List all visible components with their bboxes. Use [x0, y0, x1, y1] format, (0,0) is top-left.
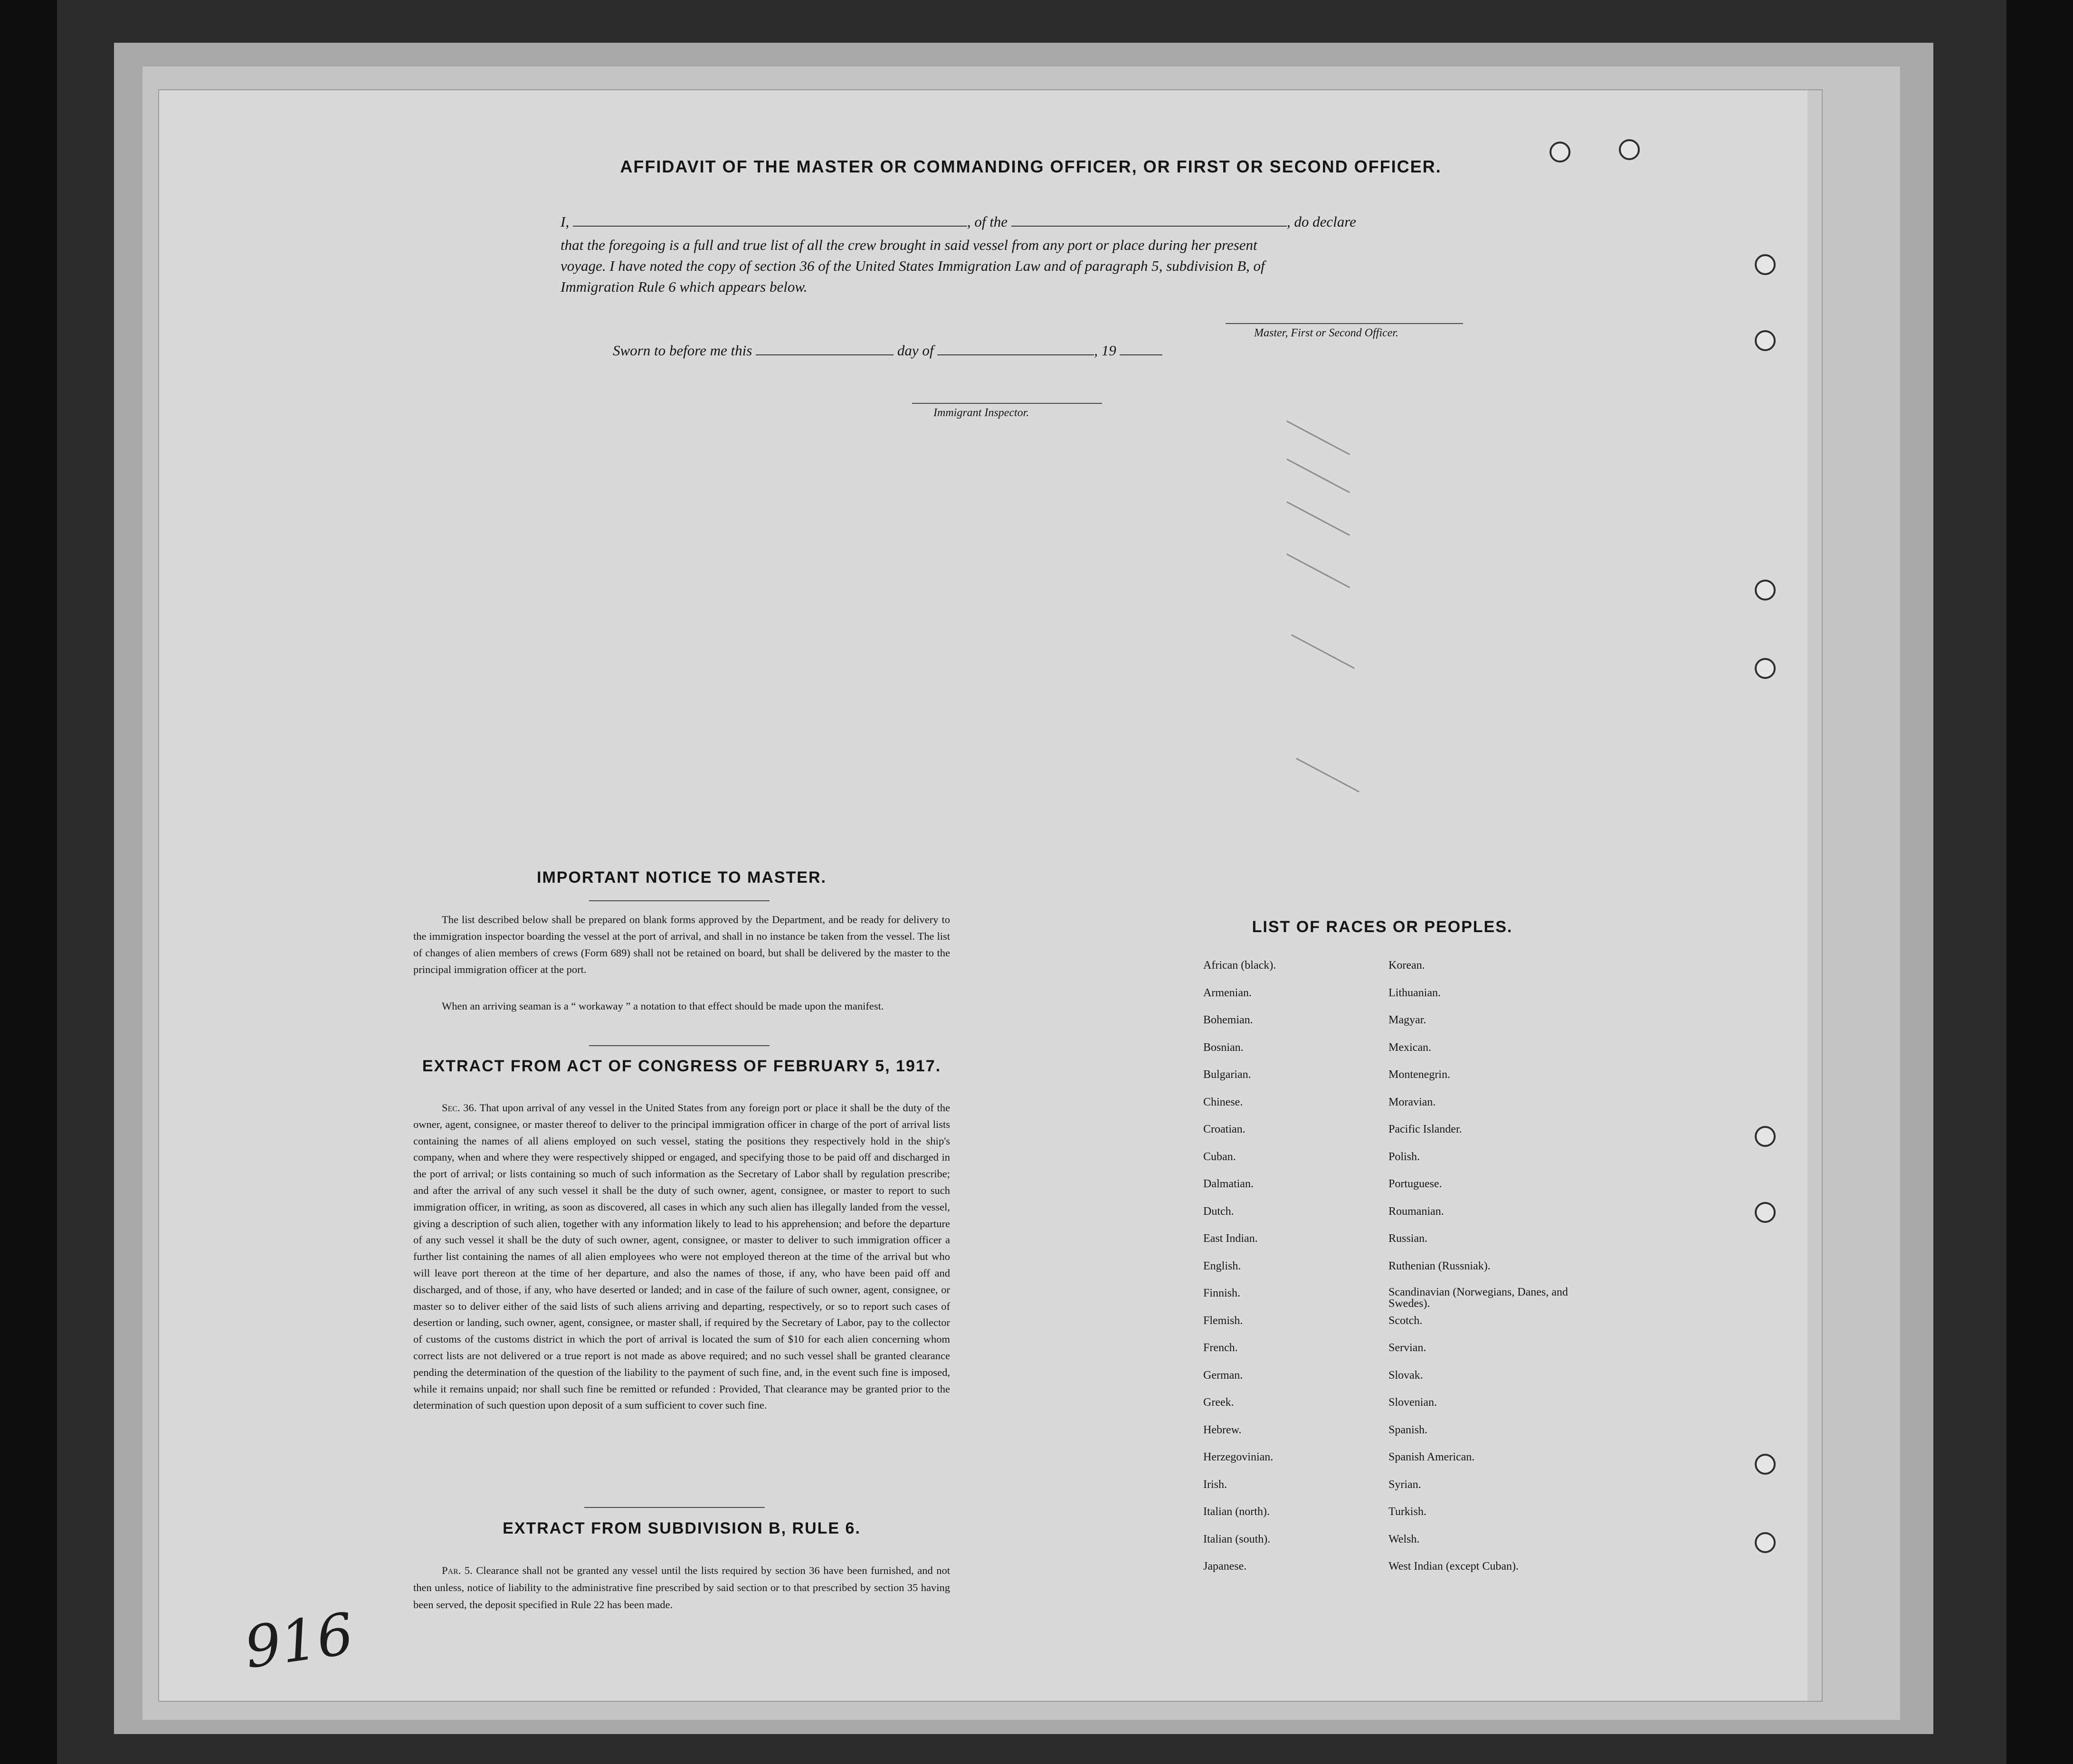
- affidavit-text-line: that the foregoing is a full and true list of all the crew brought in said vessel from any port or place during her present: [561, 237, 1257, 253]
- race-item: Spanish.: [1388, 1423, 1428, 1436]
- rule-extract-heading: EXTRACT FROM SUBDIVISION B, RULE 6.: [503, 1519, 861, 1537]
- races-list-right: [1388, 959, 1588, 1587]
- paragraph-label: Par. 5.: [442, 1564, 473, 1576]
- inspector-caption: Immigrant Inspector.: [933, 407, 1029, 419]
- race-item: Korean.: [1388, 959, 1425, 972]
- act-extract-heading: EXTRACT FROM ACT OF CONGRESS OF FEBRUARY 5, 1917.: [422, 1057, 941, 1075]
- race-item: Hebrew.: [1203, 1423, 1242, 1436]
- races-list-title: LIST OF RACES OR PEOPLES.: [1252, 918, 1513, 936]
- binder-hole-icon: [1755, 1454, 1776, 1475]
- divider: [589, 1045, 770, 1046]
- race-item: Bosnian.: [1203, 1041, 1244, 1054]
- race-item: Italian (south).: [1203, 1533, 1271, 1545]
- race-item: Dalmatian.: [1203, 1178, 1254, 1190]
- race-item: French.: [1203, 1342, 1238, 1354]
- race-item: East Indian.: [1203, 1232, 1258, 1245]
- affidavit-text-line: voyage. I have noted the copy of section 36 of the United States Immigration Law and of paragraph 5, subdivision B, of: [561, 257, 1265, 274]
- race-item: Slovak.: [1388, 1369, 1423, 1382]
- affidavit-declaration-line: [561, 211, 1463, 232]
- race-item: Dutch.: [1203, 1205, 1234, 1218]
- race-item: Mexican.: [1388, 1041, 1431, 1054]
- rule-extract-text: [413, 1562, 950, 1613]
- sworn-day-of: day of: [897, 342, 934, 359]
- binder-hole-icon: [1755, 658, 1776, 679]
- sworn-date-blank: [756, 342, 894, 355]
- race-item: Moravian.: [1388, 1096, 1436, 1108]
- race-item: Scotch.: [1388, 1314, 1423, 1327]
- race-item: Cuban.: [1203, 1150, 1236, 1163]
- race-item: Italian (north).: [1203, 1506, 1270, 1518]
- binder-hole-icon: [1755, 1126, 1776, 1147]
- race-item: Croatian.: [1203, 1123, 1246, 1135]
- race-item: Roumanian.: [1388, 1205, 1444, 1218]
- notice-para-text: The list described below shall be prepared on blank forms approved by the Department, and be ready for delivery to the immigration inspector boarding the vessel at the port of arrival, and shall in no instance be taken from the vessel. The list of changes of alien members of crews (Form 689) shall not be retained on board, but shall be delivered by the master to the principal immigration officer at the port.: [413, 914, 950, 975]
- binder-hole-icon: [1755, 1532, 1776, 1553]
- notice-para-text: When an arriving seaman is a “ workaway ” a notation to that effect should be made upon the manifest.: [442, 1000, 884, 1012]
- race-item: Montenegrin.: [1388, 1068, 1450, 1081]
- affidavit-of-the: , of the: [967, 213, 1008, 230]
- race-item: Lithuanian.: [1388, 986, 1441, 999]
- divider: [584, 1507, 765, 1508]
- sworn-line: [613, 342, 1162, 359]
- race-item: Turkish.: [1388, 1506, 1426, 1518]
- race-item: Flemish.: [1203, 1314, 1243, 1327]
- race-item: African (black).: [1203, 959, 1276, 972]
- race-item: Russian.: [1388, 1232, 1428, 1245]
- affidavit-title: AFFIDAVIT OF THE MASTER OR COMMANDING OFFICER, OR FIRST OR SECOND OFFICER.: [620, 157, 1442, 176]
- race-item: Servian.: [1388, 1342, 1426, 1354]
- race-item: Herzegovinian.: [1203, 1451, 1274, 1463]
- inspector-signature-line: [912, 403, 1102, 404]
- sworn-prefix: Sworn to before me this: [613, 342, 752, 359]
- race-item: Welsh.: [1388, 1533, 1420, 1545]
- name-blank: [573, 213, 967, 227]
- section-label: Sec. 36.: [442, 1102, 477, 1114]
- race-item: Slovenian.: [1388, 1396, 1437, 1409]
- race-item: Syrian.: [1388, 1478, 1421, 1491]
- race-item: Irish.: [1203, 1478, 1227, 1491]
- affidavit-text-line: Immigration Rule 6 which appears below.: [561, 278, 808, 295]
- race-item: Magyar.: [1388, 1014, 1426, 1026]
- divider: [589, 900, 770, 901]
- race-item: German.: [1203, 1369, 1243, 1382]
- affidavit-do-declare: , do declare: [1286, 213, 1356, 230]
- races-list-left: [1203, 959, 1360, 1587]
- race-item: English.: [1203, 1259, 1241, 1272]
- sworn-month-blank: [937, 342, 1094, 355]
- race-item: Polish.: [1388, 1150, 1420, 1163]
- notice-paragraph: [413, 998, 950, 1014]
- race-item: Portuguese.: [1388, 1178, 1442, 1190]
- race-item: Greek.: [1203, 1396, 1234, 1409]
- master-caption: Master, First or Second Officer.: [1254, 327, 1398, 339]
- binder-hole-icon: [1755, 330, 1776, 351]
- race-item: Bohemian.: [1203, 1014, 1253, 1026]
- vessel-blank: [1011, 213, 1287, 227]
- race-item: Japanese.: [1203, 1560, 1247, 1573]
- binder-hole-icon: [1755, 1202, 1776, 1223]
- master-signature-line: [1226, 323, 1463, 324]
- binder-hole-icon: [1550, 142, 1570, 162]
- sworn-year: , 19: [1094, 342, 1116, 359]
- race-item: Finnish.: [1203, 1287, 1241, 1299]
- film-edge-left: [0, 0, 57, 1764]
- race-item: Armenian.: [1203, 986, 1252, 999]
- binder-hole-icon: [1755, 580, 1776, 601]
- act-extract-text: [413, 1100, 950, 1414]
- binder-hole-icon: [1755, 254, 1776, 275]
- handwritten-folio-number: 916: [240, 1601, 358, 1682]
- page-edge: [1807, 90, 1822, 1701]
- race-item: Pacific Islander.: [1388, 1123, 1462, 1135]
- race-item: Scandinavian (Norwegians, Danes, and Swedes).: [1388, 1286, 1568, 1310]
- race-item: Spanish American.: [1388, 1451, 1475, 1463]
- sworn-year-blank: [1120, 342, 1162, 355]
- notice-paragraph: [413, 911, 950, 978]
- notice-heading: IMPORTANT NOTICE TO MASTER.: [537, 868, 827, 887]
- race-item: West Indian (except Cuban).: [1388, 1560, 1519, 1573]
- race-item: Bulgarian.: [1203, 1068, 1251, 1081]
- race-item: Ruthenian (Russniak).: [1388, 1259, 1491, 1272]
- affidavit-i: I,: [561, 213, 570, 230]
- section-text: That upon arrival of any vessel in the United States from any foreign port or place it shall be the duty of the owner, agent, consignee, or master thereof to deliver to the principal immigration officer in charge of the port of arrival lists containing the names of all aliens employed on such vessel, stating the positions they respectively hold in the ship's company, when and where they were respectively shipped or engaged, and specifying those to be paid off and discharged in the port of arrival; or lists containing so much of such information as the Secretary of Labor shall by regulation prescribe; and after the arrival of any such vessel it shall be the duty of such owner, agent, consignee, or master to report to such immigration officer, in writing, as soon as discovered, all cases in which any such alien has illegally landed from the vessel, giving a description of such alien, together with any information likely to lead to his apprehension; and before the departure of any such vessel it shall be the duty of such owner, agent, consignee, or master to deliver to such immigration officer a further list containing the names of all alien employees who were not employed thereon at the time of the arrival but who will leave port thereon at the time of her departure, and also the names of those, if any, who have been paid off and discharged, and of those, if any, who have deserted or landed; and in case of the failure of such owner, agent, consignee, or master so to deliver either of the said lists of such aliens arriving and departing, respectively, or so to report such cases of desertion or landing, such owner, agent, consignee, or master shall, if required by the Secretary of Labor, pay to the collector of customs of the customs district in which the port of arrival is located the sum of $10 for each alien concerning whom correct lists are not delivered or a true report is not made as above required; and no such vessel shall be granted clearance pending the determination of the question of the liability to the payment of such fine, and, in the event such fine is imposed, while it remains unpaid; nor shall such fine be remitted or refunded : Provided, That clearance may be granted prior to the determination of such question upon deposit of a sum sufficient to cover such fine.: [413, 1102, 950, 1411]
- film-edge-right: [2006, 0, 2073, 1764]
- paragraph-text: Clearance shall not be granted any vessel until the lists required by section 36 have been furnished, and not then unless, notice of liability to the administrative fine prescribed by said section or to that prescribed by section 35 having been served, the deposit specified in Rule 22 has been made.: [413, 1564, 950, 1611]
- binder-hole-icon: [1619, 139, 1640, 160]
- race-item: Chinese.: [1203, 1096, 1243, 1108]
